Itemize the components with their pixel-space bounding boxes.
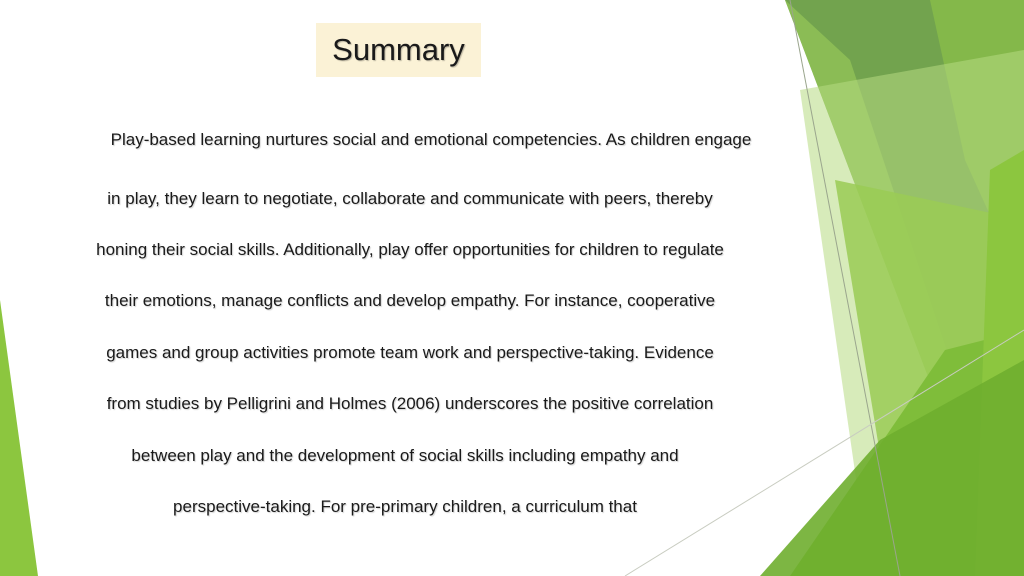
body-line-7: between play and the development of social skills including empathy and xyxy=(131,446,679,465)
body-line-4: their emotions, manage conflicts and develop empathy. For instance, cooperative xyxy=(104,291,716,310)
body-line-3: honing their social skills. Additionally, play offer opportunities for children to regulate xyxy=(96,240,724,259)
body-line-8: perspective-taking. For pre-primary children, a curriculum that xyxy=(173,497,637,516)
body-line-5: games and group activities promote team work and perspective-taking. Evidence xyxy=(106,343,714,362)
body-line-1: Play-based learning nurtures social and emotional competencies. As children engage xyxy=(110,130,752,149)
title-box xyxy=(316,23,481,77)
body-line-6: from studies by Pelligrini and Holmes (2006) underscores the positive correlation xyxy=(106,394,714,413)
body-line-2: in play, they learn to negotiate, collaborate and communicate with peers, thereby xyxy=(107,189,713,208)
slide-title: Summary xyxy=(332,32,465,67)
